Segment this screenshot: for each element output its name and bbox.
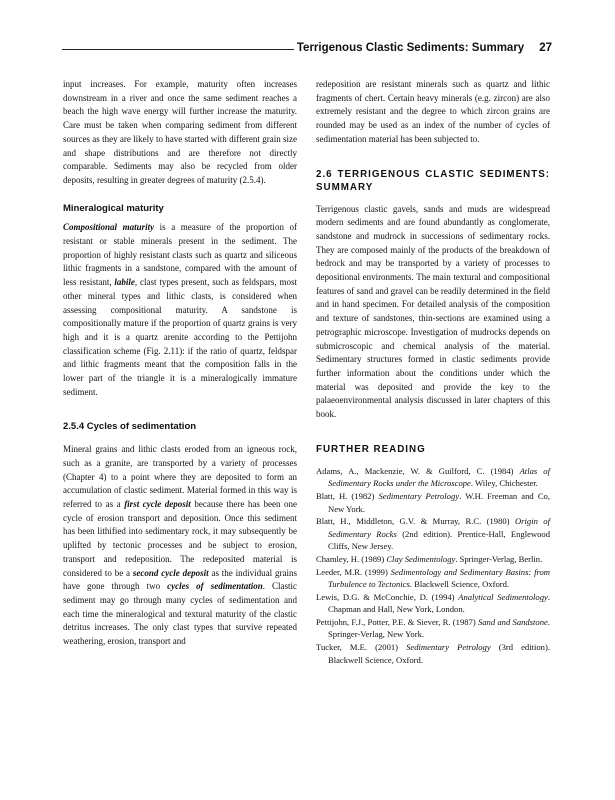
heading-further-reading: FURTHER READING [316,443,426,455]
reference-item: Adams, A., Mackenzie, W. & Guilford, C. (1984) Atlas of Sedimentary Rocks under the Microscope. Wiley, Chichester. [316,465,550,489]
right-column [316,78,550,666]
reference-item: Chamley, H. (1989) Clay Sedimentology. Springer-Verlag, Berlin. [316,553,543,564]
heading-cycles-of-sedimentation: 2.5.4 Cycles of sedimentation [63,421,197,433]
paragraph-redeposition: redeposition are resistant minerals such as quartz and lithic fragments of chert. Certain heavy minerals (e.g. zircon) are also extremely resistant and the degree to which zircon grains are rounded may be used as an index of the number of cycles of sedimentation material has been subjected to. [316,79,550,144]
heading-section-2-6: 2.6 TERRIGENOUS CLASTIC SEDIMENTS: SUMMARY [316,168,550,193]
reference-item: Lewis, D.G. & McConchie, D. (1994) Analytical Sedimentology. Chapman and Hall, New York, London. [316,591,550,615]
term-labile: labile [114,277,135,288]
reference-item: Leeder, M.R. (1999) Sedimentology and Sedimentary Basins: from Turbulence to Tectonics. Blackwell Science, Oxford. [316,566,551,590]
running-title: Terrigenous Clastic Sediments: Summary [296,42,525,54]
heading-mineralogical-maturity: Mineralogical maturity [63,202,164,214]
paragraph-summary: Terrigenous clastic gavels, sands and muds are widespread modern sediments and are found abundantly as conglomerate, sandstone and mudrock in successions of sedimentary rocks. They are composed mainly of the products of the breakdown of bedrock and may be transported by a variety of processes to depositional environments. The main textural and compositional features of sand and gravel can be readily determined in the field and in hand specimen. For detailed analysis of the composition and texture of sandstones, thin-sections are examined using a petrographic microscope. Investigation of mudrocks depends on submicroscopic and chemical analysis of the material. Sedimentary structures formed in clastic sediments provide further information about the conditions under which the material was deposited and provide the key to the palaeoenvironmental analysis discussed in later chapters of this book. [316,203,550,420]
page-number: 27 [539,42,552,54]
reference-list [316,465,550,667]
reference-item: Pettijohn, F.J., Potter, P.E. & Siever, R. (1987) Sand and Sandstone. Springer-Verlag, New York. [316,616,550,640]
reference-item: Blatt, H., Middleton, G.V. & Murray, R.C. (1980) Origin of Sedimentary Rocks (2nd edition). Prentice-Hall, Englewood Cliffs, New Jersey. [316,516,550,552]
reference-item: Tucker, M.E. (2001) Sedimentary Petrology (3rd edition). Blackwell Science, Oxford. [316,642,550,665]
term-first-cycle-deposit: first cycle deposit [124,498,191,509]
term-cycles-of-sedimentation: cycles of sedimentation [167,581,263,592]
reference-item: Blatt, H. (1982) Sedimentary Petrology. W.H. Freeman and Co, New York. [316,490,550,514]
paragraph-maturity-continued: input increases. For example, maturity often increases downstream in a river and once the same sediment reaches a beach the high wave energy will further increase the maturity. Care must be taken when comparing sediment from different sources as they are likely to have started with different grain size and shape distributions and are therefore not directly comparable. Sediments may also be recycled from older deposits, resulting in greater degrees of maturity (2.5.4). [63,79,297,185]
running-head [297,42,552,54]
left-column [63,78,297,649]
paragraph-compositional-maturity: Compositional maturity is a measure of the proportion of resistant or stable minerals present in the sediment. The proportion of highly resistant clasts such as quartz and siliceous lithic fragments in a sandstone, compared with the amount of less resistant, labile, clast types present, such as feldspars, most other mineral types and lithic clasts, is considered when assessing compositional maturity. A sandstone is compositionally mature if the proportion of quartz grains is very high and it is a quartz arenite according to the Pettijohn classification scheme (Fig. 2.11): if the ratio of quartz, feldspar and lithic fragments meant that the composition falls in the lower part of the triangle it is a mineralogically immature sediment. [63,222,297,397]
header-rule [62,49,294,50]
term-second-cycle-deposit: second cycle deposit [132,567,209,578]
paragraph-cycles: Mineral grains and lithic clasts eroded from an igneous rock, such as a granite, are transported by a variety of processes (Chapter 4) to a point where they are deposited to form an accumulation of clastic sediment. Material formed in this way is referred to as a first cycle deposit because there has been one cycle of erosion transport and deposition. Once this sediment has been lithified into sedimentary rock, it may subsequently be uplifted by tectonic processes and be subject to erosion, transport and redeposition. The redeposited material is considered to be a second cycle deposit as the individual grains have gone through two cycles of sedimentation. Clastic sediment may go through many cycles of sedimentation and each time the mineralogical and textural maturity of the clastic detritus increases. The only clast types that survive repeated weathering, erosion, transport and [63,444,298,647]
term-compositional-maturity: Compositional maturity [63,222,155,233]
